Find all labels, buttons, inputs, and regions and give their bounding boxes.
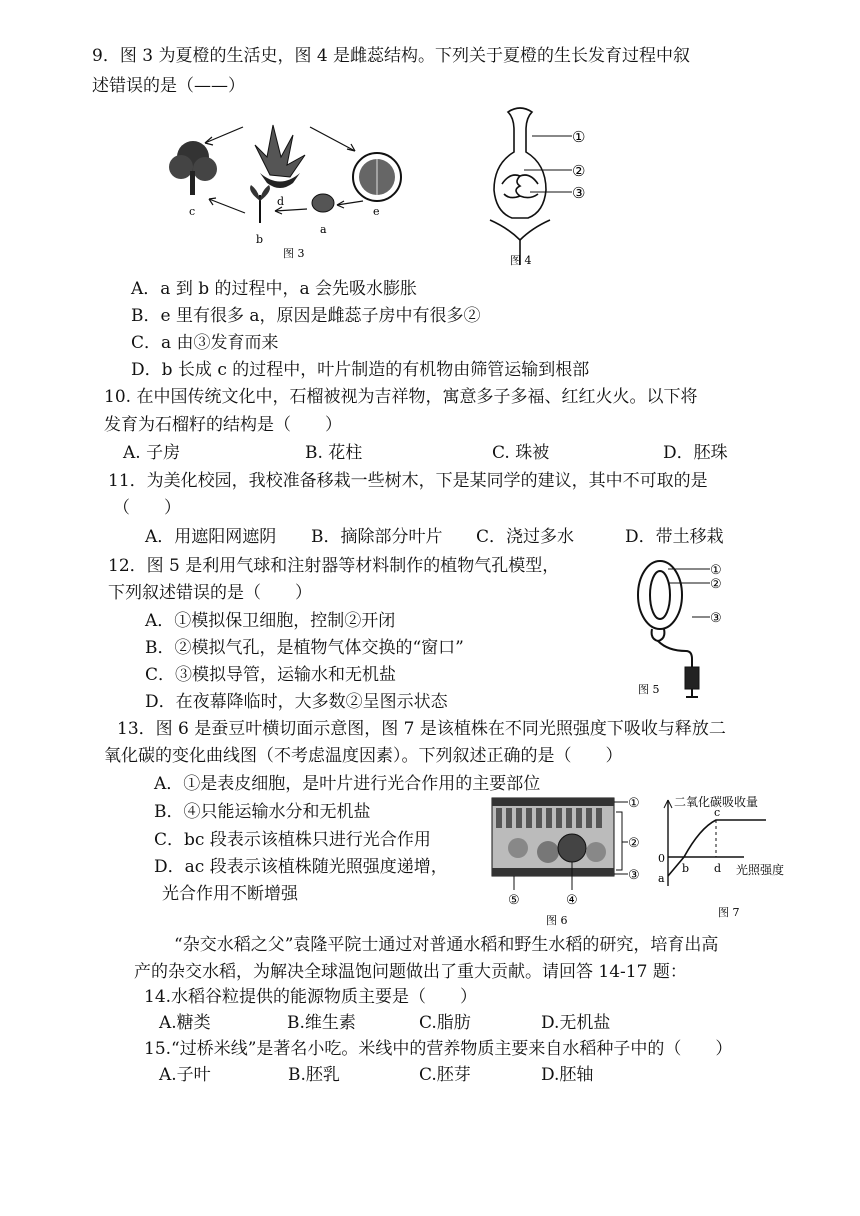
- fig7-origin: 0: [658, 852, 665, 865]
- q9-option-d: D．b 长成 c 的过程中，叶片制造的有机物由筛管运输到根部: [131, 360, 590, 380]
- q13-option-d: D．ac 段表示该植株随光照强度递增，: [154, 857, 448, 877]
- q9-stem-line1: 9．图 3 为夏橙的生活史，图 4 是雌蕊结构。下列关于夏橙的生长发育过程中叙: [92, 46, 691, 66]
- fig7-ylabel: 二氧化碳吸收量: [674, 795, 759, 809]
- q13-stem-line1: 13．图 6 是蚕豆叶横切面示意图，图 7 是该植株在不同光照强度下吸收与释放二: [117, 719, 726, 739]
- q12-option-c: C．③模拟导管，运输水和无机盐: [145, 665, 397, 685]
- fig7-xlabel: 光照强度: [736, 863, 785, 877]
- q12-option-d: D．在夜幕降临时，大多数②呈图示状态: [145, 692, 448, 712]
- q13-option-d-line2: 光合作用不断增强: [162, 884, 298, 904]
- q14-option-a: A.糖类: [159, 1013, 211, 1033]
- fig6-label-3: ③: [628, 868, 640, 883]
- figure-4-pistil: [480, 100, 600, 270]
- fig3-caption: 图 3: [283, 247, 305, 260]
- fig7-caption: 图 7: [718, 906, 740, 919]
- fig7-point-b: b: [682, 862, 690, 875]
- fig3-label-b: b: [256, 233, 264, 246]
- fruit-cross-section-illustration: [353, 153, 401, 201]
- q9-option-a: A．a 到 b 的过程中，a 会先吸水膨胀: [131, 279, 418, 299]
- q15-option-a: A.子叶: [159, 1065, 211, 1085]
- q13-option-c: C．bc 段表示该植株只进行光合作用: [154, 830, 431, 850]
- figure-3-orange-life-cycle: [165, 105, 405, 265]
- q13-option-b: B．④只能运输水分和无机盐: [154, 802, 371, 822]
- fig6-label-2: ②: [628, 836, 640, 851]
- figure-6-leaf-cross-section: [488, 790, 648, 928]
- fig7-point-c: c: [714, 806, 721, 819]
- fig3-label-a: a: [320, 223, 327, 236]
- q14-option-c: C.脂肪: [419, 1013, 471, 1033]
- passage-line2: 产的杂交水稻，为解决全球温饱问题做出了重大贡献。请回答 14-17 题：: [134, 962, 687, 982]
- q12-option-b: B．②模拟气孔，是植物气体交换的“窗口”: [145, 638, 464, 658]
- flower-illustration: [255, 125, 305, 188]
- q15-option-b: B.胚乳: [288, 1065, 340, 1085]
- q9-option-c: C．a 由③发育而来: [131, 333, 279, 353]
- q9-stem-line2: 述错误的是（——）: [92, 76, 245, 96]
- fig6-label-5: ⑤: [508, 893, 520, 908]
- fig6-label-1: ①: [628, 796, 640, 811]
- q14-option-d: D.无机盐: [541, 1013, 611, 1033]
- q14-option-b: B.维生素: [287, 1013, 356, 1033]
- figure-5-stoma-model: [628, 555, 738, 700]
- seed-illustration: [312, 194, 334, 212]
- fig7-point-a: a: [658, 872, 665, 885]
- q11-option-c: C．浇过多水: [476, 527, 575, 547]
- pistil-outline: [490, 108, 550, 265]
- q15-stem: 15.“过桥米线”是著名小吃。米线中的营养物质主要来自水稻种子中的（ ）: [144, 1039, 733, 1059]
- fig4-label-1: ①: [572, 128, 586, 146]
- tree-illustration: [169, 141, 217, 195]
- fig7-point-d: d: [714, 862, 722, 875]
- q10-stem-line2: 发育为石榴籽的结构是（ ）: [104, 415, 342, 435]
- q13-option-a: A．①是表皮细胞，是叶片进行光合作用的主要部位: [154, 774, 541, 794]
- q10-option-a: A. 子房: [123, 443, 181, 463]
- fig5-caption: 图 5: [638, 683, 660, 696]
- q10-option-d: D．胚珠: [663, 443, 728, 463]
- fig6-caption: 图 6: [546, 914, 568, 927]
- q9-option-b: B．e 里有很多 a，原因是雌蕊子房中有很多②: [131, 306, 481, 326]
- fig5-label-1: ①: [710, 563, 722, 578]
- fig4-label-2: ②: [572, 162, 586, 180]
- q12-stem-line2: 下列叙述错误的是（ ）: [108, 583, 312, 603]
- fig4-label-3: ③: [572, 184, 586, 202]
- balloon-stoma: [638, 561, 692, 667]
- fig5-label-3: ③: [710, 611, 722, 626]
- q15-option-d: D.胚轴: [541, 1065, 594, 1085]
- q10-option-c: C. 珠被: [492, 443, 550, 463]
- figure-7-co2-curve: [648, 790, 800, 922]
- q15-option-c: C.胚芽: [419, 1065, 471, 1085]
- q14-stem: 14.水稻谷粒提供的能源物质主要是（ ）: [144, 987, 478, 1007]
- q11-option-d: D．带土移栽: [625, 527, 724, 547]
- q11-stem-line1: 11．为美化校园，我校准备移栽一些树木，下是某同学的建议，其中不可取的是: [108, 471, 708, 491]
- q10-option-b: B. 花柱: [305, 443, 363, 463]
- fig3-label-c: c: [189, 205, 196, 218]
- passage-line1: “杂交水稻之父”袁隆平院士通过对普通水稻和野生水稻的研究，培育出高: [174, 935, 719, 955]
- fig6-label-4: ④: [566, 893, 578, 908]
- fig5-label-2: ②: [710, 577, 722, 592]
- fig3-label-e: e: [373, 205, 380, 218]
- q11-option-b: B．摘除部分叶片: [311, 527, 443, 547]
- q11-stem-line2: （ ）: [113, 498, 181, 518]
- q13-stem-line2: 氧化碳的变化曲线图（不考虑温度因素）。下列叙述正确的是（ ）: [104, 746, 623, 766]
- q12-stem-line1: 12．图 5 是利用气球和注射器等材料制作的植物气孔模型，: [108, 556, 560, 576]
- fig3-label-d: d: [277, 195, 285, 208]
- seedling-illustration: [250, 185, 270, 223]
- fig4-caption: 图 4: [510, 254, 532, 267]
- q10-stem-line1: 10. 在中国传统文化中，石榴被视为吉祥物，寓意多子多福、红红火火。以下将: [104, 387, 698, 407]
- leaf-tissue: [492, 798, 614, 876]
- q11-option-a: A．用遮阳网遮阴: [145, 527, 277, 547]
- syringe: [685, 667, 699, 697]
- q12-option-a: A．①模拟保卫细胞，控制②开闭: [145, 611, 396, 631]
